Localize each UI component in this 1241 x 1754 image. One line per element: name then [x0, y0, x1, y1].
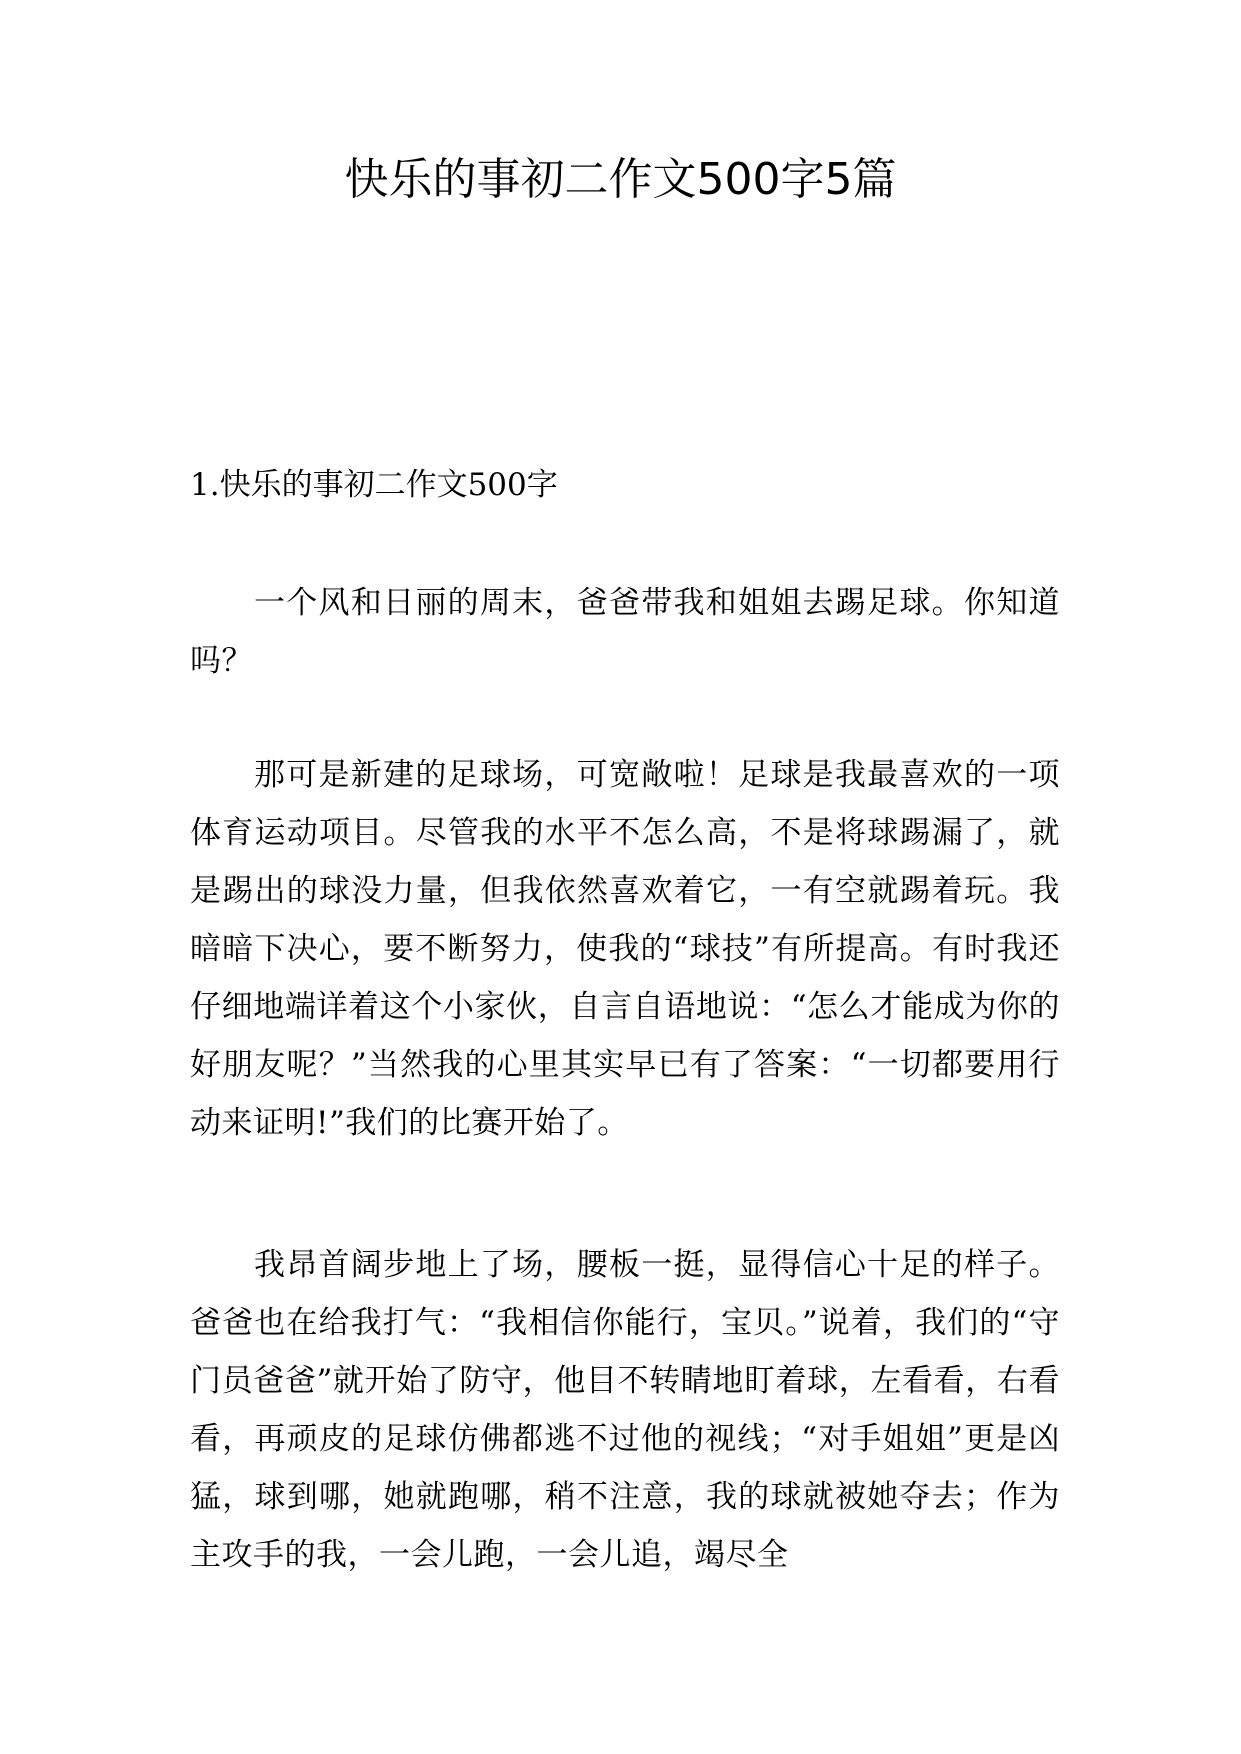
paragraph-2: 那可是新建的足球场，可宽敞啦！足球是我最喜欢的一项体育运动项目。尽管我的水平不怎么高，不是将球踢漏了，就是踢出的球没力量，但我依然喜欢着它，一有空就踢着玩。我暗暗下决心，要不断努力，使我的“球技”有所提高。有时我还仔细地端详着这个小家伙，自言自语地说：“怎么才能成为你的好朋友呢？”当然我的心里其实早已有了答案：“一切都要用行动来证明!”我们的比赛开始了。 — [190, 757, 1060, 1141]
paragraph-3: 我昂首阔步地上了场，腰板一挺，显得信心十足的样子。爸爸也在给我打气：“我相信你能行，宝贝。”说着，我们的“守门员爸爸”就开始了防守，他目不转睛地盯着球，左看看，右看看，再顽皮的足球仿佛都逃不过他的视线；“对手姐姐”更是凶猛，球到哪，她就跑哪，稍不注意，我的球就被她夺去；作为主攻手的我，一会儿跑，一会儿追，竭尽全 — [190, 1247, 1060, 1573]
section-heading: 1.快乐的事初二作文500字 — [190, 467, 558, 503]
paragraph-1: 一个风和日丽的周末，爸爸带我和姐姐去踢足球。你知道吗？ — [190, 585, 1060, 679]
document-title: 快乐的事初二作文500字5篇 — [344, 154, 897, 205]
